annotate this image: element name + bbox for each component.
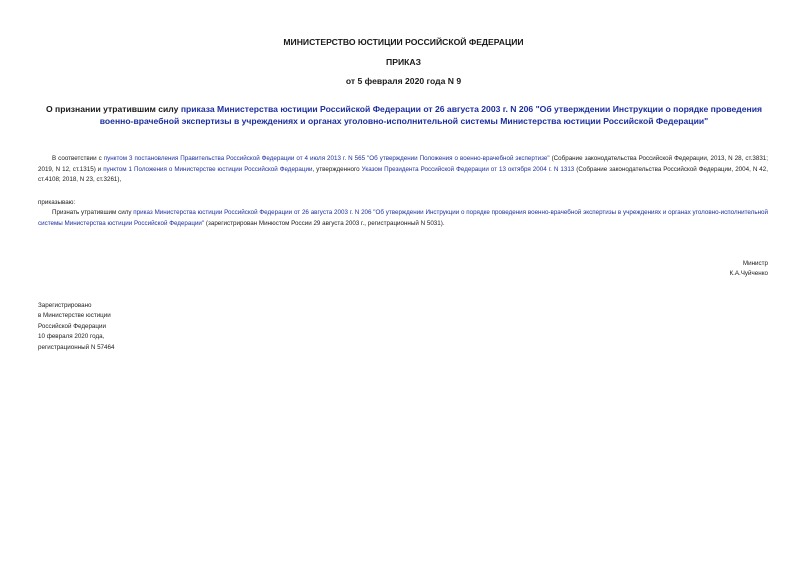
document-type: ПРИКАЗ [386,57,421,67]
preamble-paragraph [38,154,768,186]
order-word: приказываю: [38,199,76,206]
link-order-206[interactable]: приказ Министерства юстиции Российской Федерации от 26 августа 2003 г. N 206 "Об утверждении Инструкции о порядке проведения военно-врачебной экспертизы в учреждениях и органах уголовно-исполнительной системы Министерства юстиции Российской Федерации" [38,209,768,227]
ministry-heading: МИНИСТЕРСТВО ЮСТИЦИИ РОССИЙСКОЙ ФЕДЕРАЦИИ [283,37,524,47]
para1-text-3: , утвержденного [312,165,362,173]
title-link-order-206[interactable]: приказа Министерства юстиции Российской Федерации от 26 августа 2003 г. N 206 "Об утверждении Инструкции о порядке проведения военно-врачебной экспертизы в учреждениях и органах уголовно-исполнительной системы Министерства юстиции Российской Федерации" [99,104,763,126]
link-resolution-565[interactable]: пунктом 3 постановления Правительства Российской Федерации от 4 июля 2013 г. N 565 "Об утверждении Положения о военно-врачебной экспертизе" [103,155,550,162]
document-title [40,104,768,127]
operative-paragraph [38,208,768,229]
para1-text-1: В соответствии с [52,155,104,162]
para1-text-2: (Собрание законодательства Российской Федерации, 2013, N 28, ст.3831; 2019, N 12, ст.1315) и [38,155,769,173]
signatory-title: Министр [742,260,768,267]
document-date: от 5 февраля 2020 года N 9 [345,76,462,86]
signatory-name: К.А.Чуйченко [729,270,768,277]
link-presidential-decree-1313[interactable]: Указом Президента Российской Федерации от 13 октября 2004 г. N 1313 [361,165,575,173]
title-prefix: О признании утратившим силу [45,104,181,114]
para2-text-2: (зарегистрирован Минюстом России 29 августа 2003 г., регистрационный N 5031). [204,219,445,227]
registration-line-2: в Министерстве юстиции [38,312,111,319]
registration-line-3: Российской Федерации [38,323,106,330]
registration-line-4: 10 февраля 2020 года, [38,333,105,340]
registration-line-5: регистрационный N 57464 [38,344,115,351]
para1-text-4: (Собрание законодательства Российской Федерации, 2004, N 42, ст.4108; 2018, N 23, ст.3261), [38,165,768,184]
para2-text-1: Признать утратившим силу [52,209,134,216]
registration-line-1: Зарегистрировано [38,302,92,309]
link-ministry-regulation[interactable]: пунктом 1 Положения о Министерстве юстиции Российской Федерации [103,165,313,173]
